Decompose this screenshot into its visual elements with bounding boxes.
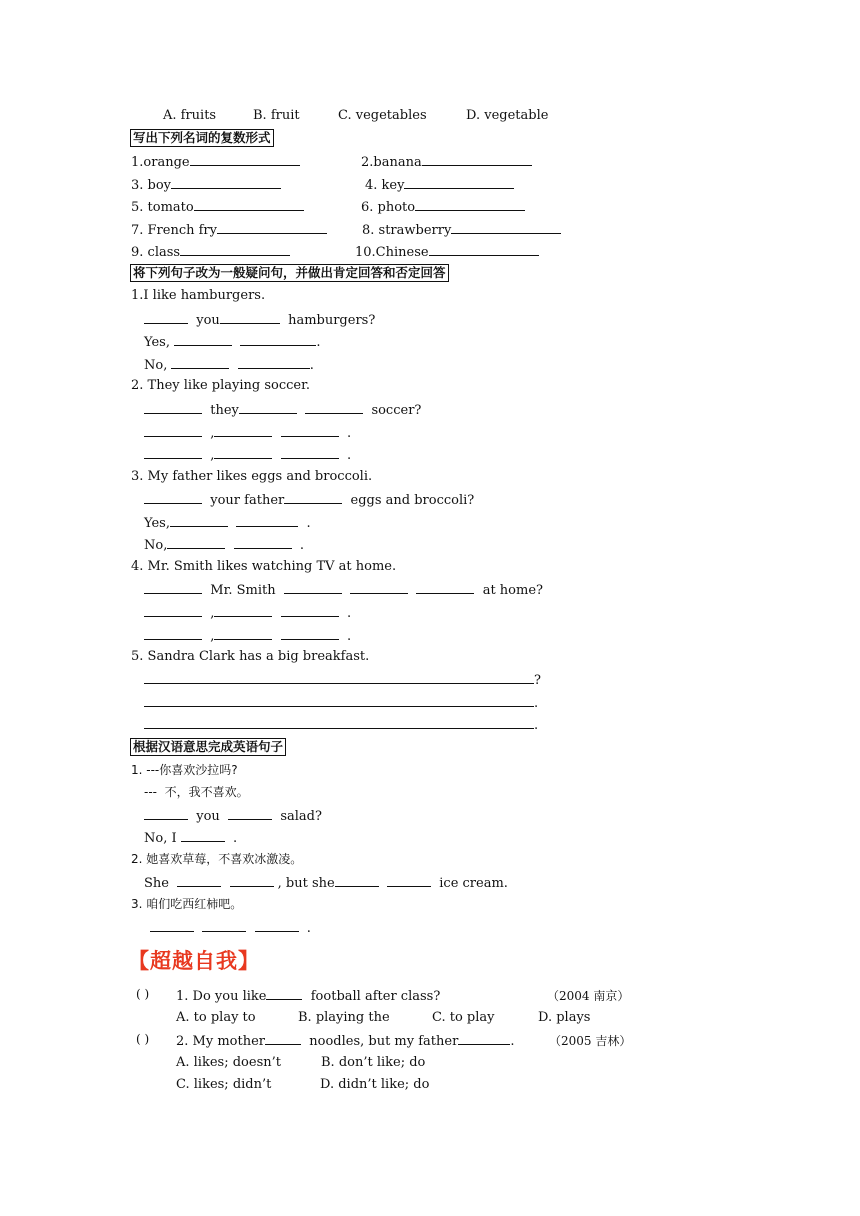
answer-blank[interactable] <box>281 446 339 459</box>
word-they: they <box>210 403 239 418</box>
word-eggs-broccoli: eggs and broccoli? <box>350 493 475 508</box>
s3-q2-answer-line <box>144 874 508 892</box>
answer-blank[interactable] <box>350 581 408 594</box>
answer-blank[interactable] <box>228 807 272 820</box>
s3-q1-answer-line <box>144 829 237 847</box>
q1-sentence: 1.I like hamburgers. <box>131 288 266 303</box>
period: . <box>346 426 352 441</box>
comma: , <box>210 629 215 644</box>
q2-option-a[interactable]: A. likes; doesn’t <box>176 1055 281 1070</box>
answer-blank[interactable] <box>171 176 281 189</box>
word-she: She <box>144 876 169 891</box>
q5-yes-line <box>144 694 538 712</box>
period: . <box>346 629 352 644</box>
option-d: D. vegetable <box>466 108 549 123</box>
answer-blank[interactable] <box>144 446 202 459</box>
plural-word: 9. class <box>131 245 181 260</box>
plural-word: 2.banana <box>361 155 422 170</box>
q2-yes-line <box>144 424 351 442</box>
plural-word: 10.Chinese <box>355 245 429 260</box>
answer-blank[interactable] <box>422 153 532 166</box>
plural-item-2 <box>361 153 532 171</box>
word-no-i: No, I <box>144 831 177 846</box>
answer-blank[interactable] <box>266 987 302 1000</box>
q1-yes-line <box>144 333 321 351</box>
q4-no-line <box>144 627 351 645</box>
answer-blank[interactable] <box>387 874 431 887</box>
answer-blank[interactable] <box>144 604 202 617</box>
word-but-she: , but she <box>277 876 335 891</box>
answer-blank[interactable] <box>144 581 202 594</box>
s3-q2-chinese: 2. 她喜欢草莓，不喜欢冰激凌。 <box>131 852 303 866</box>
answer-blank[interactable] <box>240 333 316 346</box>
word-hamburgers: hamburgers? <box>288 313 376 328</box>
answer-blank[interactable] <box>236 514 298 527</box>
answer-blank[interactable] <box>214 424 272 437</box>
answer-blank[interactable] <box>458 1032 510 1045</box>
period: . <box>299 538 305 553</box>
period: . <box>534 718 539 733</box>
plural-item-6 <box>361 198 525 216</box>
answer-blank[interactable] <box>451 221 561 234</box>
challenge-heading: 【超越自我】 <box>128 949 260 973</box>
answer-blank[interactable] <box>255 919 299 932</box>
word-ice-cream: ice cream. <box>439 876 508 891</box>
plural-item-3 <box>131 176 281 194</box>
q1-source-note: （2004 南京） <box>547 989 630 1003</box>
answer-paren[interactable]: ( ) <box>136 1032 150 1046</box>
answer-blank[interactable] <box>404 176 514 189</box>
answer-blank[interactable] <box>239 401 297 414</box>
answer-blank[interactable] <box>180 243 290 256</box>
answer-blank[interactable] <box>174 333 232 346</box>
answer-blank[interactable] <box>144 401 202 414</box>
answer-blank[interactable] <box>234 536 292 549</box>
answer-blank[interactable] <box>194 198 304 211</box>
answer-blank[interactable] <box>284 581 342 594</box>
answer-blank[interactable] <box>415 198 525 211</box>
period: . <box>346 606 352 621</box>
q3-sentence: 3. My father likes eggs and broccoli. <box>131 469 373 484</box>
answer-blank[interactable] <box>150 919 194 932</box>
q4-question-line <box>144 581 543 599</box>
answer-blank[interactable] <box>144 491 202 504</box>
q1-option-d[interactable]: D. plays <box>538 1010 591 1025</box>
period: . <box>233 831 238 846</box>
q2-source-note: （2005 吉林） <box>549 1034 632 1048</box>
plural-word: 7. French fry <box>131 223 217 238</box>
mc-q1-stem <box>176 987 440 1005</box>
q1-option-b[interactable]: B. playing the <box>298 1010 390 1025</box>
q5-no-line <box>144 716 538 734</box>
q1-stem-end: football after class? <box>310 989 441 1004</box>
period: . <box>534 696 539 711</box>
word-you: you <box>196 313 220 328</box>
s3-q3-answer-line <box>150 919 311 937</box>
mc-q2-stem <box>176 1032 514 1050</box>
q2-question-line <box>144 401 421 419</box>
s3-q1-chinese-a: 1. ---你喜欢沙拉吗? <box>131 763 238 777</box>
answer-blank[interactable] <box>144 627 202 640</box>
answer-blank[interactable] <box>190 153 300 166</box>
plural-word: 4. key <box>365 178 405 193</box>
answer-blank[interactable] <box>181 829 225 842</box>
word-salad: salad? <box>280 809 322 824</box>
q2-no-line <box>144 446 351 464</box>
s3-q1-chinese-b: --- 不，我不喜欢。 <box>144 785 249 799</box>
q1-option-c[interactable]: C. to play <box>432 1010 495 1025</box>
q1-option-a[interactable]: A. to play to <box>176 1010 256 1025</box>
q2-stem-mid: noodles, but my father <box>309 1034 459 1049</box>
plural-item-5 <box>131 198 304 216</box>
q3-question-line <box>144 491 474 509</box>
plural-word: 5. tomato <box>131 200 194 215</box>
answer-paren[interactable]: ( ) <box>136 987 150 1001</box>
answer-blank[interactable] <box>167 536 225 549</box>
plural-word: 1.orange <box>131 155 190 170</box>
word-no: No, <box>144 538 168 553</box>
option-a: A. fruits <box>163 108 217 123</box>
section-question-title: 将下列句子改为一般疑问句，并做出肯定回答和否定回答 <box>130 264 449 282</box>
answer-blank[interactable] <box>214 446 272 459</box>
q5-question-line <box>144 671 541 689</box>
answer-blank[interactable] <box>281 604 339 617</box>
plural-item-9 <box>131 243 290 261</box>
section-translate-title: 根据汉语意思完成英语句子 <box>130 738 286 756</box>
comma: , <box>210 448 215 463</box>
q1-question-line <box>144 311 375 329</box>
answer-blank[interactable] <box>177 874 221 887</box>
answer-blank[interactable] <box>170 514 228 527</box>
q3-yes-line <box>144 514 311 532</box>
plural-item-8 <box>362 221 561 239</box>
option-b: B. fruit <box>253 108 300 123</box>
answer-blank[interactable] <box>335 874 379 887</box>
q3-no-line <box>144 536 304 554</box>
answer-blank[interactable] <box>284 491 342 504</box>
plural-item-4 <box>365 176 514 194</box>
answer-blank[interactable] <box>214 604 272 617</box>
answer-blank[interactable] <box>305 401 363 414</box>
period: . <box>316 335 321 350</box>
word-your-father: your father <box>210 493 285 508</box>
answer-blank[interactable] <box>230 874 274 887</box>
answer-blank[interactable] <box>144 716 534 729</box>
answer-blank[interactable] <box>281 627 339 640</box>
period: . <box>346 448 352 463</box>
word-mr-smith: Mr. Smith <box>210 583 276 598</box>
answer-blank[interactable] <box>265 1032 301 1045</box>
section-plural-title: 写出下列名词的复数形式 <box>130 129 274 147</box>
q2-option-b[interactable]: B. don’t like; do <box>321 1055 426 1070</box>
option-c: C. vegetables <box>338 108 427 123</box>
word-you: you <box>196 809 220 824</box>
q2-option-c[interactable]: C. likes; didn’t <box>176 1077 272 1092</box>
plural-word: 8. strawberry <box>362 223 452 238</box>
period: . <box>309 358 314 373</box>
answer-blank[interactable] <box>202 919 246 932</box>
plural-item-1 <box>131 153 300 171</box>
q4-sentence: 4. Mr. Smith likes watching TV at home. <box>131 559 397 574</box>
answer-blank[interactable] <box>416 581 474 594</box>
answer-blank[interactable] <box>144 424 202 437</box>
q1-stem-start: 1. Do you like <box>176 989 267 1004</box>
period: . <box>306 516 311 531</box>
q1-no-line <box>144 356 314 374</box>
plural-item-10 <box>355 243 539 261</box>
answer-blank[interactable] <box>238 356 310 369</box>
answer-blank[interactable] <box>217 221 327 234</box>
q4-yes-line <box>144 604 351 622</box>
q2-sentence: 2. They like playing soccer. <box>131 378 310 393</box>
q2-stem-start: 2. My mother <box>176 1034 265 1049</box>
answer-blank[interactable] <box>144 311 188 324</box>
answer-blank[interactable] <box>144 671 534 684</box>
comma: , <box>210 606 215 621</box>
s3-q3-chinese: 3. 咱们吃西红柿吧。 <box>131 897 243 911</box>
answer-blank[interactable] <box>171 356 229 369</box>
answer-blank[interactable] <box>214 627 272 640</box>
s3-q1-question-line <box>144 807 322 825</box>
comma: , <box>210 426 215 441</box>
period: . <box>510 1034 515 1049</box>
plural-item-7 <box>131 221 327 239</box>
answer-blank[interactable] <box>144 694 534 707</box>
answer-blank[interactable] <box>281 424 339 437</box>
word-yes: Yes, <box>144 516 170 531</box>
plural-word: 6. photo <box>361 200 416 215</box>
plural-word: 3. boy <box>131 178 172 193</box>
answer-blank[interactable] <box>429 243 539 256</box>
answer-blank[interactable] <box>144 807 188 820</box>
word-at-home: at home? <box>482 583 543 598</box>
q5-sentence: 5. Sandra Clark has a big breakfast. <box>131 649 370 664</box>
word-soccer: soccer? <box>371 403 422 418</box>
word-no: No, <box>144 358 168 373</box>
question-mark: ? <box>534 673 541 688</box>
q2-option-d[interactable]: D. didn’t like; do <box>320 1077 430 1092</box>
period: . <box>306 921 311 936</box>
word-yes: Yes, <box>144 335 170 350</box>
answer-blank[interactable] <box>220 311 280 324</box>
